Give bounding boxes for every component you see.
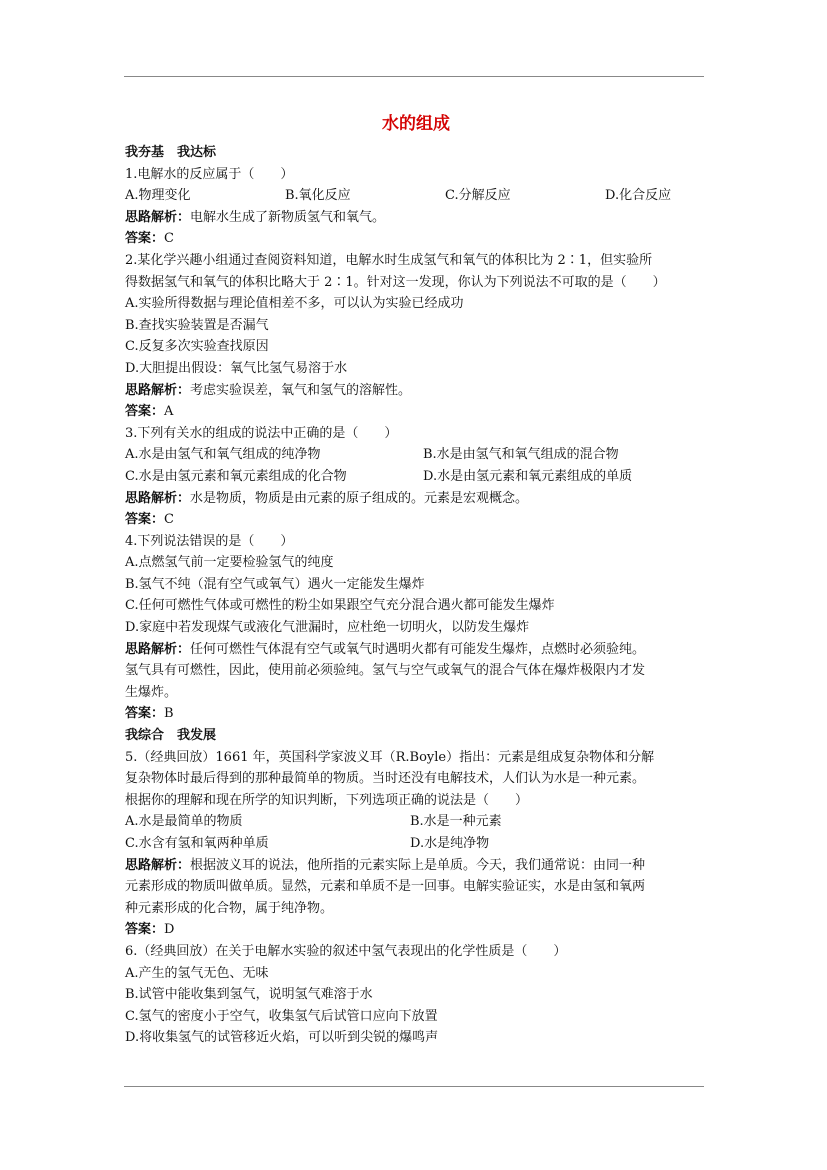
q4-analysis-text-1: 任何可燃性气体混有空气或氧气时遇明火都有可能发生爆炸，点燃时必须验纯。 — [190, 641, 646, 657]
q6-option-d: D.将收集氢气的试管移近火焰，可以听到尖锐的爆鸣声 — [125, 1030, 439, 1046]
q5-options-row-2 — [125, 833, 707, 855]
page-title: 水的组成 — [382, 114, 450, 134]
q2-analysis — [125, 380, 707, 402]
q3-answer — [125, 509, 707, 531]
q4-stem: 4.下列说法错误的是（ ） — [125, 533, 294, 549]
q3-option-d: D.水是由氢元素和氧元素组成的单质 — [423, 468, 633, 484]
q5-option-b: B.水是一种元素 — [410, 814, 502, 830]
section-heading-2: 我综合 我发展 — [125, 728, 217, 744]
header-rule — [124, 76, 704, 77]
q5-option-c: C.水含有氢和氧两种单质 — [125, 836, 269, 851]
analysis-label: 思路解析： — [125, 382, 191, 398]
q5-option-d: D.水是纯净物 — [410, 836, 490, 851]
q2-stem-line-2: 得数据氢气和氧气的体积比略大于 2∶1。针对这一发现，你认为下列说法不可取的是（ ） — [125, 274, 666, 290]
q4-option-b: B.氢气不纯（混有空气或氧气）遇火一定能发生爆炸 — [125, 576, 425, 592]
q3-analysis — [125, 488, 707, 510]
q6-option-a: A.产生的氢气无色、无味 — [125, 965, 269, 981]
q5-stem-line-2: 复杂物体时最后得到的那种最简单的物质。当时还没有电解技术，人们认为水是一种元素。 — [125, 771, 646, 787]
q2-stem-line-1: 2.某化学兴趣小组通过查阅资料知道，电解水时生成氢气和氧气的体积比为 2∶1，但实验所 — [125, 252, 653, 268]
q4-analysis-line-3: 生爆炸。 — [125, 684, 178, 700]
q5-options-row-1 — [125, 811, 707, 833]
q1-option-d: D.化合反应 — [605, 188, 672, 204]
q2-option-a: A.实验所得数据与理论值相差不多，可以认为实验已经成功 — [125, 296, 464, 312]
q3-answer-value: C — [164, 512, 174, 528]
answer-label: 答案： — [125, 231, 165, 247]
q1-analysis — [125, 207, 707, 229]
q1-stem: 1.电解水的反应属于（ ） — [125, 166, 294, 182]
q2-answer-value: A — [164, 404, 174, 420]
q1-options — [125, 185, 707, 207]
analysis-label: 思路解析： — [125, 490, 191, 506]
q1-option-b: B.氧化反应 — [285, 188, 351, 204]
q3-option-b: B.水是由氢气和氧气组成的混合物 — [423, 447, 619, 463]
document-body — [125, 112, 707, 1049]
q2-option-d: D.大胆提出假设：氧气比氢气易溶于水 — [125, 360, 348, 376]
q5-analysis-line-3: 种元素形成的化合物，属于纯净物。 — [125, 900, 334, 916]
footer-rule — [124, 1086, 704, 1087]
q5-stem-line-3: 根据你的理解和现在所学的知识判断，下列选项正确的说法是（ ） — [125, 792, 529, 808]
q1-analysis-text: 电解水生成了新物质氢气和氧气。 — [190, 209, 386, 225]
analysis-label: 思路解析： — [125, 209, 191, 225]
answer-label: 答案： — [125, 404, 165, 420]
q6-option-b: B.试管中能收集到氢气，说明氢气难溶于水 — [125, 987, 373, 1003]
q4-analysis-line-2: 氢气具有可燃性，因此，使用前必须验纯。氢气与空气或氧气的混合气体在爆炸极限内才发 — [125, 663, 646, 679]
q5-option-a: A.水是最简单的物质 — [125, 814, 243, 830]
q1-option-a: A.物理变化 — [125, 188, 191, 204]
analysis-label: 思路解析： — [125, 857, 191, 873]
q3-options-row-2 — [125, 466, 707, 488]
q3-option-a: A.水是由氢气和氧气组成的纯净物 — [125, 447, 321, 463]
q3-analysis-text: 水是物质，物质是由元素的原子组成的。元素是宏观概念。 — [190, 490, 529, 506]
q4-option-c: C.任何可燃性气体或可燃性的粉尘如果跟空气充分混合遇火都可能发生爆炸 — [125, 598, 555, 614]
analysis-label: 思路解析： — [125, 641, 191, 657]
q4-answer — [125, 703, 707, 725]
q2-analysis-text: 考虑实验误差，氧气和氢气的溶解性。 — [190, 382, 412, 398]
q4-analysis-line-1 — [125, 639, 707, 661]
answer-label: 答案： — [125, 512, 165, 528]
answer-label: 答案： — [125, 922, 165, 938]
q2-answer — [125, 401, 707, 423]
answer-label: 答案： — [125, 706, 165, 722]
section-heading-1: 我夯基 我达标 — [125, 145, 217, 160]
q1-answer — [125, 228, 707, 250]
q5-analysis-text-1: 根据波义耳的说法，他所指的元素实际上是单质。今天，我们通常说：由同一种 — [190, 857, 646, 873]
q6-option-c: C.氢气的密度小于空气，收集氢气后试管口应向下放置 — [125, 1008, 438, 1024]
q2-option-c: C.反复多次实验查找原因 — [125, 339, 269, 355]
q4-option-a: A.点燃氢气前一定要检验氢气的纯度 — [125, 555, 334, 571]
q5-analysis-line-1 — [125, 855, 707, 877]
q4-option-d: D.家庭中若发现煤气或液化气泄漏时，应杜绝一切明火，以防发生爆炸 — [125, 620, 530, 636]
q3-options-row-1 — [125, 444, 707, 466]
q1-option-c: C.分解反应 — [445, 188, 511, 204]
q4-answer-value: B — [164, 706, 174, 722]
q5-stem-line-1: 5.（经典回放）1661 年，英国科学家波义耳（R.Boyle）指出：元素是组成复杂物体和分解 — [125, 749, 655, 765]
q3-option-c: C.水是由氢元素和氧元素组成的化合物 — [125, 468, 347, 484]
q5-answer — [125, 919, 707, 941]
q5-answer-value: D — [164, 922, 175, 938]
q1-answer-value: C — [164, 231, 174, 247]
q5-analysis-line-2: 元素形成的物质叫做单质。显然，元素和单质不是一回事。电解实验证实，水是由氢和氧两 — [125, 879, 646, 895]
q2-option-b: B.查找实验装置是否漏气 — [125, 317, 269, 333]
q6-stem: 6.（经典回放）在关于电解水实验的叙述中氢气表现出的化学性质是（ ） — [125, 943, 567, 959]
q3-stem: 3.下列有关水的组成的说法中正确的是（ ） — [125, 425, 398, 441]
